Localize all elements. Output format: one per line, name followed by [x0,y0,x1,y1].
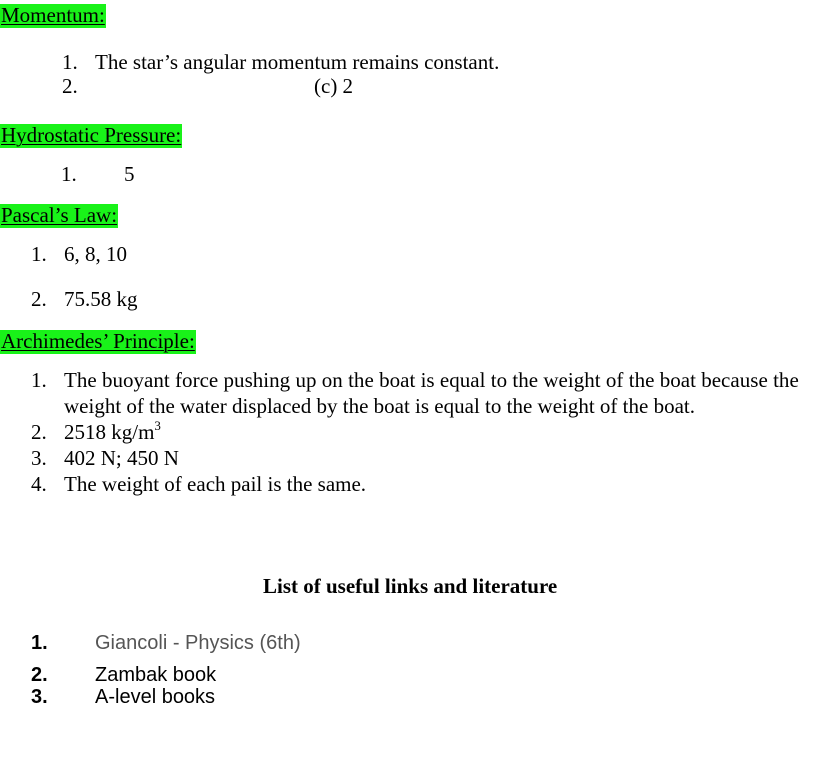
hydrostatic-heading: Hydrostatic Pressure: [1,123,182,147]
list-item-number: 1. [31,242,47,266]
links-title: List of useful links and literature [263,574,558,598]
pascal-heading: Pascal’s Law: [1,203,118,227]
list-item-text: The buoyant force pushing up on the boat is equal to the weight of the boat because the [64,368,799,392]
list-item-number: 3. [31,446,47,470]
list-item-text: A-level books [95,686,216,708]
list-item-text: Giancoli - Physics (6th) [95,632,301,654]
list-item-text: 402 N; 450 N [64,446,179,470]
list-item-number: 2. [31,287,47,311]
list-item-number: 1. [31,368,47,392]
list-item-text: The weight of each pail is the same. [64,472,367,496]
list-item-text: The star’s angular momentum remains constant. [95,50,500,74]
list-item-number: 4. [31,472,47,496]
list-item-text: 5 [124,162,135,186]
list-item-number: 2. [31,420,47,444]
momentum-heading: Momentum: [1,3,105,27]
list-item-text-continued: weight of the water displaced by the boat is equal to the weight of the boat. [64,394,695,418]
list-item-number: 1. [31,632,48,654]
list-item-text: 6, 8, 10 [64,242,127,266]
list-item-number: 1. [61,162,77,186]
list-item-number: 2. [62,74,78,98]
list-item-text: (c) 2 [314,74,354,98]
list-item-text: 2518 $kg/m^3$ [64,418,161,444]
list-item-text: 75.58 kg [64,287,138,311]
list-item-number: 2. [31,664,48,686]
list-item-text: Zambak book [95,664,217,686]
list-item-number: 3. [31,686,48,708]
list-item-number: 1. [62,50,78,74]
archimedes-heading: Archimedes’ Principle: [1,329,195,353]
